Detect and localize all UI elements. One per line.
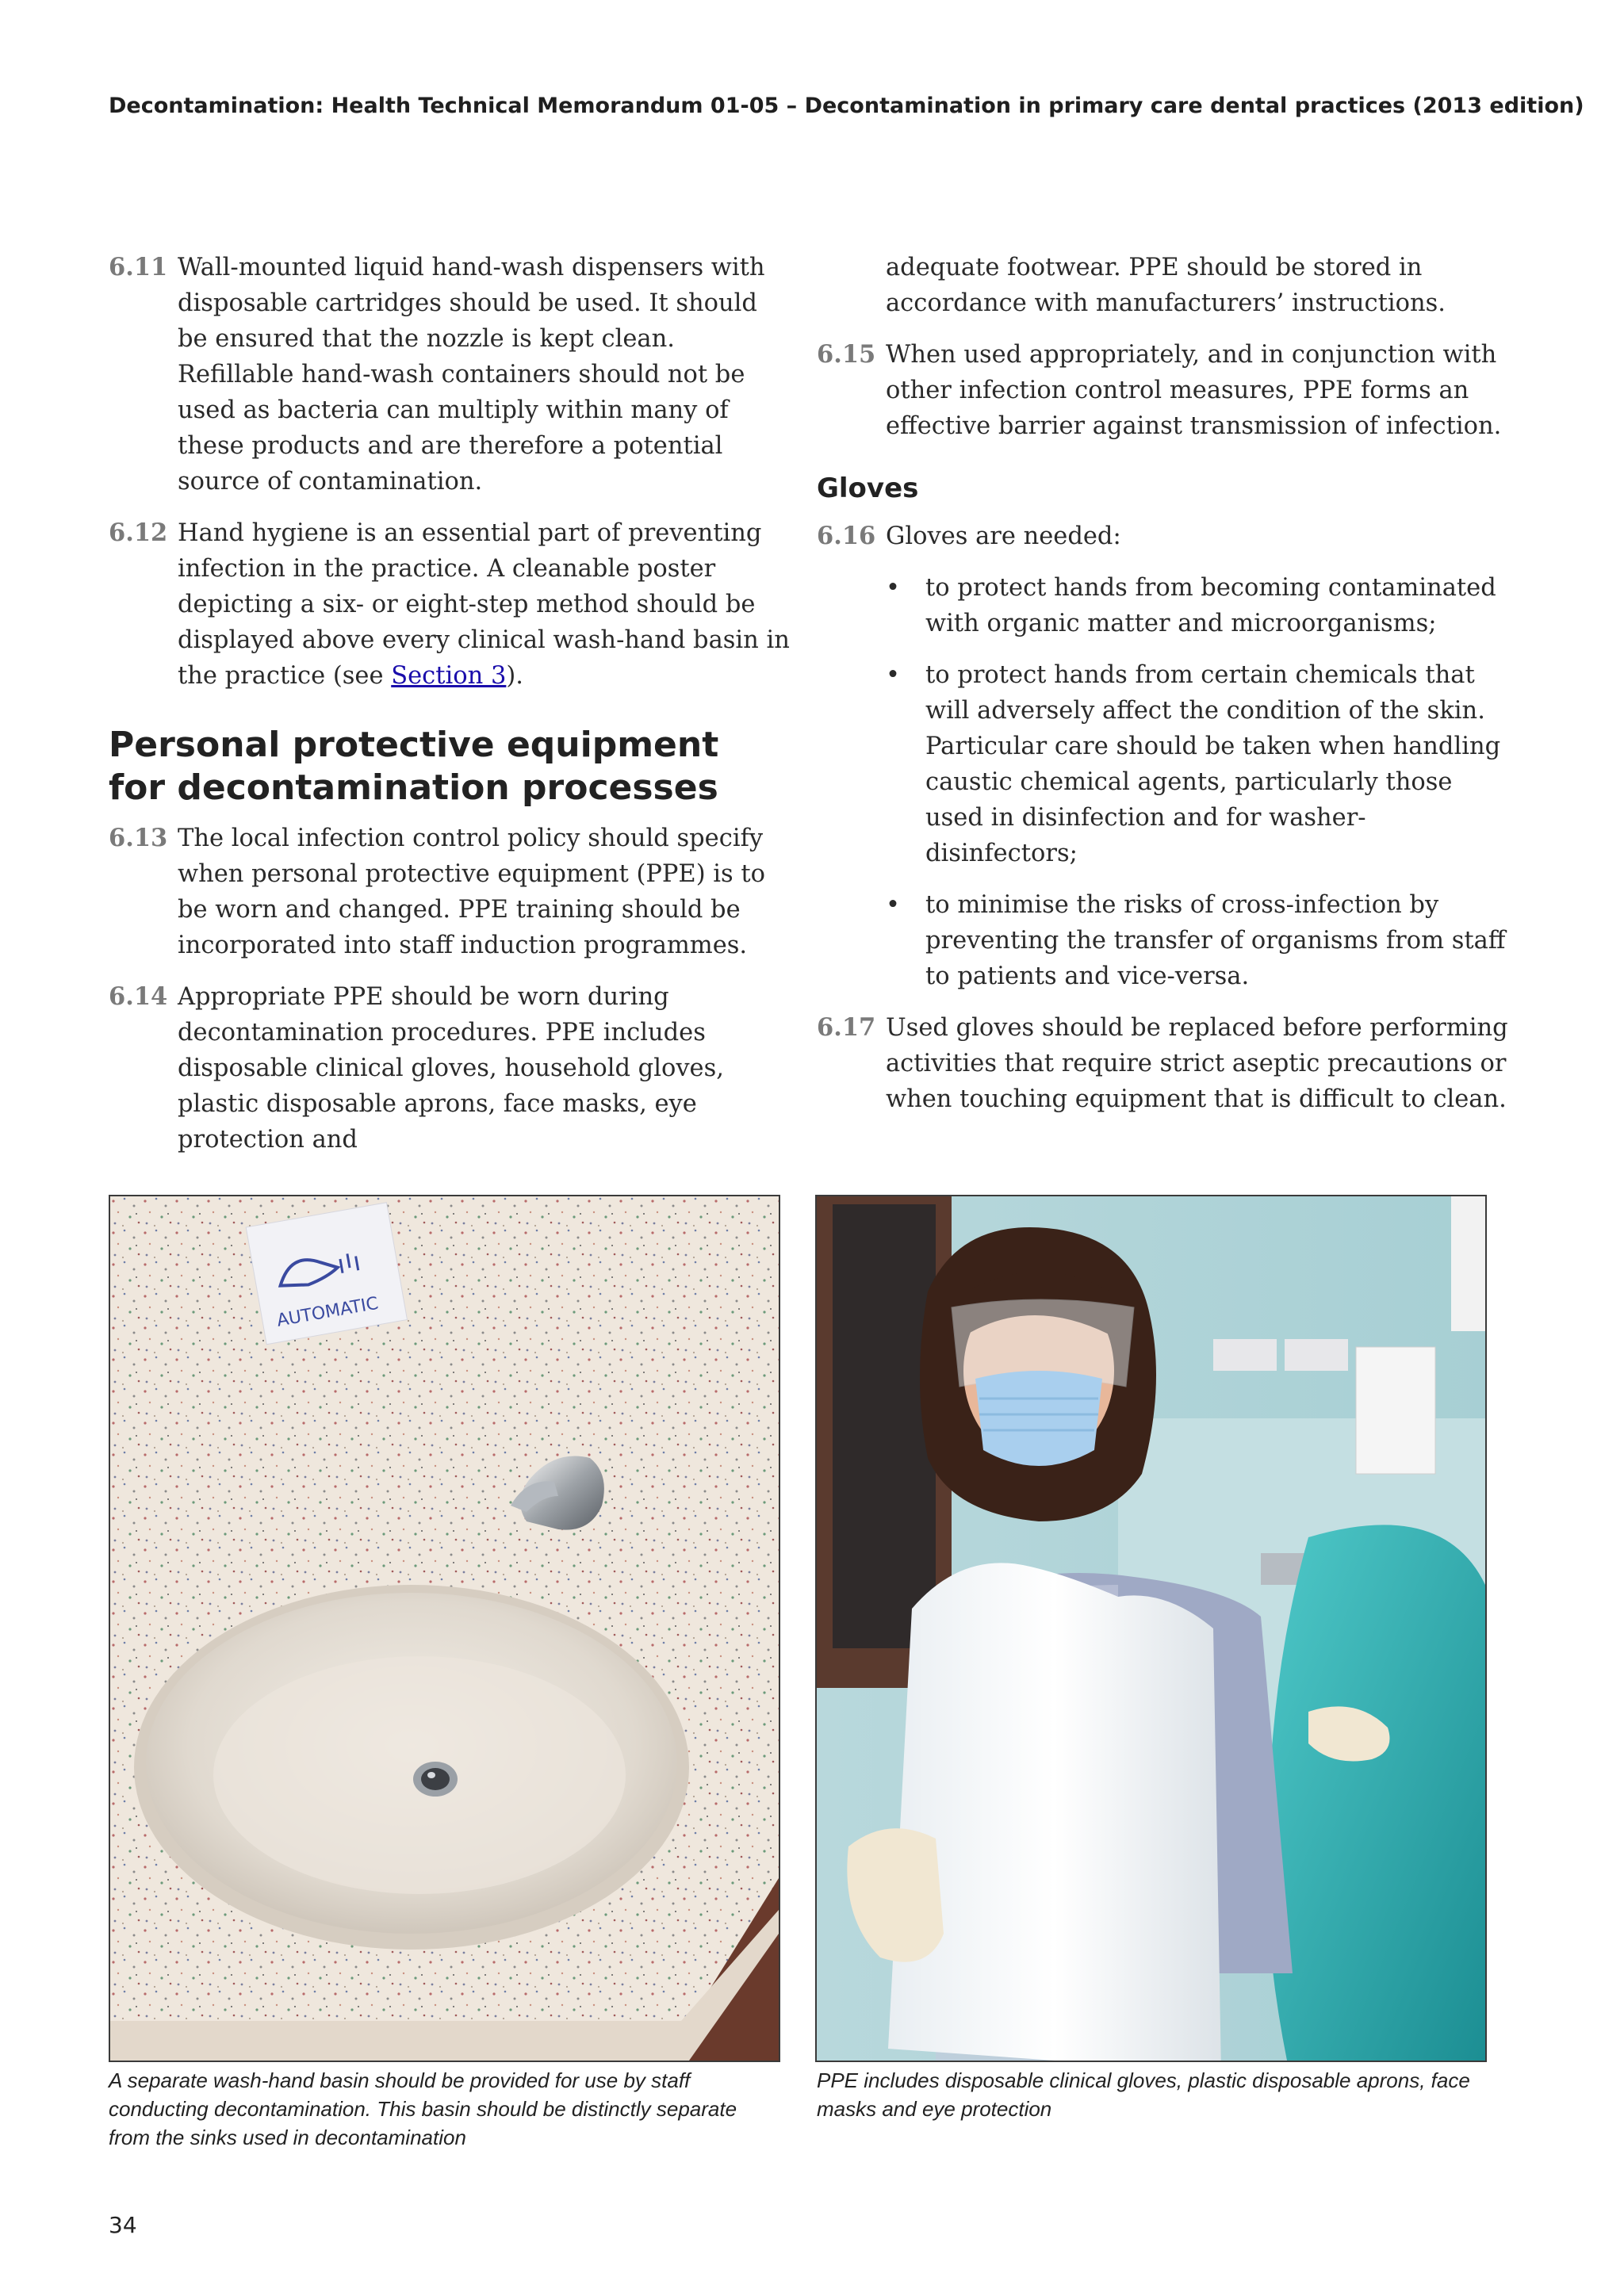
- gloves-bullet-list: [817, 570, 1515, 994]
- paragraph-6-11: [109, 250, 795, 499]
- paragraph-number: 6.17: [817, 1013, 876, 1042]
- paragraph-text: Gloves are needed:: [886, 522, 1121, 550]
- right-column: [817, 250, 1515, 1133]
- bullet-icon: •: [886, 574, 900, 602]
- paragraph-text-start: Hand hygiene is an essential part of preventing infection in the practice. A cleanable poster depicting a six- or eight-step method should be displayed above every clinical wash-hand basin in the practice (see: [178, 519, 790, 690]
- automatic-sign: [246, 1203, 407, 1345]
- paragraph-number: 6.14: [109, 982, 168, 1011]
- paragraph-text: The local infection control policy should specify when personal protective equipment (PPE) is to be worn and changed. PPE training should be incorporated into staff induction programmes.: [178, 825, 766, 959]
- paragraph-number: 6.12: [109, 519, 168, 547]
- list-item-text: to protect hands from certain chemicals that will adversely affect the condition of the skin. Particular care should be taken when handling caustic chemical agents, particularly those used in disinfection and for washer-disinfectors;: [925, 661, 1501, 867]
- paragraph-text: Used gloves should be replaced before performing activities that require strict aseptic precautions or when touching equipment that is difficult to clean.: [886, 1014, 1508, 1113]
- wash-hand-basin-photo: [109, 1195, 780, 2062]
- section-heading-ppe: Personal protective equipment for decontamination processes: [109, 725, 719, 808]
- left-column: [109, 250, 795, 1173]
- paragraph-6-14: [109, 979, 795, 1158]
- automatic-sign-text: AUTOMATIC: [275, 1293, 381, 1331]
- paragraph-6-13: [109, 821, 795, 963]
- gloves-heading: Gloves: [817, 473, 919, 504]
- paragraph-text-end: ).: [506, 662, 523, 690]
- figure-caption-ppe: PPE includes disposable clinical gloves, plastic disposable aprons, face masks and eye protection: [817, 2068, 1470, 2121]
- paragraph-text: When used appropriately, and in conjunction with other infection control measures, PPE forms an effective barrier against transmission of infection.: [886, 341, 1502, 440]
- paragraph-6-15: [817, 337, 1515, 444]
- list-item: [886, 570, 1515, 641]
- paragraph-text: Wall-mounted liquid hand-wash dispensers with disposable cartridges should be used. It should be ensured that the nozzle is kept clean. Refillable hand-wash containers should not be used as bacteria can multiply within many of these products and are therefore a potential source of contamination.: [178, 254, 765, 496]
- bullet-icon: •: [886, 661, 900, 689]
- paragraph-6-14-continued: adequate footwear. PPE should be stored in accordance with manufacturers’ instructions.: [886, 254, 1446, 317]
- list-item: [886, 887, 1515, 994]
- paragraph-6-16: [817, 519, 1515, 554]
- paragraph-number: 6.15: [817, 340, 876, 369]
- wash-hand-basin-illustration: [110, 1196, 779, 2061]
- paragraph-number: 6.16: [817, 522, 876, 550]
- paragraph-6-17: [817, 1010, 1515, 1117]
- running-header: Decontamination: Health Technical Memorandum 01-05 – Decontamination in primary care dental practices (2013 edition): [109, 94, 1584, 118]
- paragraph-6-12: [109, 515, 795, 694]
- list-item: [886, 657, 1515, 871]
- section-3-link[interactable]: Section 3: [391, 662, 507, 690]
- paragraph-number: 6.11: [109, 253, 168, 281]
- ppe-staff-photo: [815, 1195, 1487, 2062]
- paragraph-text: [178, 515, 795, 694]
- list-item-text: to protect hands from becoming contaminated with organic matter and microorganisms;: [925, 574, 1496, 637]
- bullet-icon: •: [886, 891, 900, 919]
- paragraph-number: 6.13: [109, 824, 168, 852]
- figure-caption-basin: A separate wash-hand basin should be provided for use by staff conducting decontamination. This basin should be distinctly separate from the sinks used in decontamination: [109, 2068, 737, 2149]
- list-item-text: to minimise the risks of cross-infection by preventing the transfer of organisms from staff to patients and vice-versa.: [925, 891, 1506, 990]
- page-number: 34: [109, 2212, 137, 2238]
- paragraph-text: Appropriate PPE should be worn during decontamination procedures. PPE includes disposable clinical gloves, household gloves, plastic disposable aprons, face masks, eye protection and: [178, 983, 724, 1154]
- ppe-staff-illustration: [817, 1196, 1485, 2061]
